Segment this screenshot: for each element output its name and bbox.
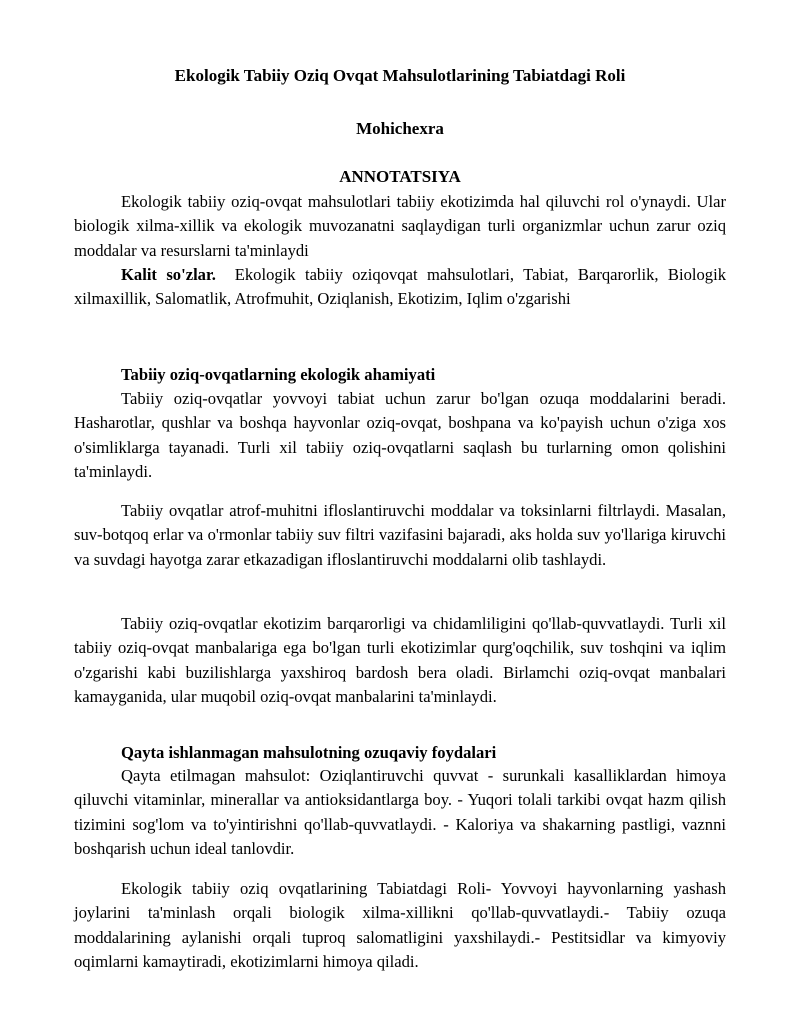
keywords-label: Kalit so'zlar. [121, 265, 216, 284]
section2-paragraph-1: Qayta etilmagan mahsulot: Oziqlantiruvchi quvvat - surunkali kasalliklardan himoya qiluvchi vitaminlar, minerallar va antioksidantlarga boy. - Yuqori tolali tarkibi ovqat hazm qilish tizimini sog'lom va to'yintirishni qo'llab-quvvatlaydi. - Kaloriya va shakarning pastligi, vaznni boshqarish uchun ideal tanlovdir. [74, 766, 726, 859]
author-name: Mohichexra [356, 119, 444, 138]
annotation-paragraph: Ekologik tabiiy oziq-ovqat mahsulotlari tabiiy ekotizimda hal qiluvchi rol o'ynaydi. Ular biologik xilma-xillik va ekologik muvozanatni saqlaydigan turli organizmlar uchun zarur oziq moddalar va resurslarni ta'minlaydi [74, 192, 726, 260]
keywords-paragraph [74, 263, 726, 312]
keywords-text: Ekologik tabiiy oziqovqat mahsulotlari, Tabiat, Barqarorlik, Biologik xilmaxillik, Salomatlik, Atrofmuhit, Oziqlanish, Ekotizim, Iqlim o'zgarishi [74, 265, 726, 309]
document-title: Ekologik Tabiiy Oziq Ovqat Mahsulotlarining Tabiatdagi Roli [174, 66, 626, 85]
section2-paragraph-2: Ekologik tabiiy oziq ovqatlarining Tabiatdagi Roli- Yovvoyi hayvonlarning yashash joylarini ta'minlash orqali biologik xilma-xillikni qo'llab-quvvatlaydi.- Tabiiy ozuqa moddalarining aylanishi orqali tuproq salomatligini yaxshilaydi.- Pestitsidlar va kimyoviy oqimlarni kamaytiradi, ekotizimlarni himoya qiladi. [74, 879, 726, 972]
section1-paragraph-2: Tabiiy ovqatlar atrof-muhitni ifloslantiruvchi moddalar va toksinlarni filtrlaydi. Masalan, suv-botqoq erlar va o'rmonlar tabiiy suv filtri vazifasini bajaradi, aks holda suv yo'llariga kiruvchi va suvdagi hayotga zarar etkazadigan ifloslantiruvchi moddalarni olib tashlaydi. [74, 501, 726, 569]
annotation-heading: ANNOTATSIYA [339, 167, 461, 186]
section1-paragraph-3: Tabiiy oziq-ovqatlar ekotizim barqarorligi va chidamliligini qo'llab-quvvatlaydi. Turli xil tabiiy oziq-ovqat manbalariga ega bo'lgan turli ekotizimlar qurg'oqchilik, suv toshqini va iqlim o'zgarishi kabi buzilishlarga yaxshiroq bardosh bera oladi. Birlamchi oziq-ovqat manbalari kamayganida, ular muqobil oziq-ovqat manbalarini ta'minlaydi. [74, 614, 726, 707]
section-heading-nutritional-benefits: Qayta ishlanmagan mahsulotning ozuqaviy foydalari [121, 743, 497, 762]
section-heading-ecological-importance: Tabiiy oziq-ovqatlarning ekologik ahamiyati [121, 365, 436, 384]
section1-paragraph-1: Tabiiy oziq-ovqatlar yovvoyi tabiat uchun zarur bo'lgan ozuqa moddalarini beradi. Hasharotlar, qushlar va boshqa hayvonlar oziq-ovqat, boshpana va ko'payish uchun o'ziga xos o'simliklarga tayanadi. Turli xil tabiiy oziq-ovqatlarni saqlash bu turlarning omon qolishini ta'minlaydi. [74, 389, 726, 482]
